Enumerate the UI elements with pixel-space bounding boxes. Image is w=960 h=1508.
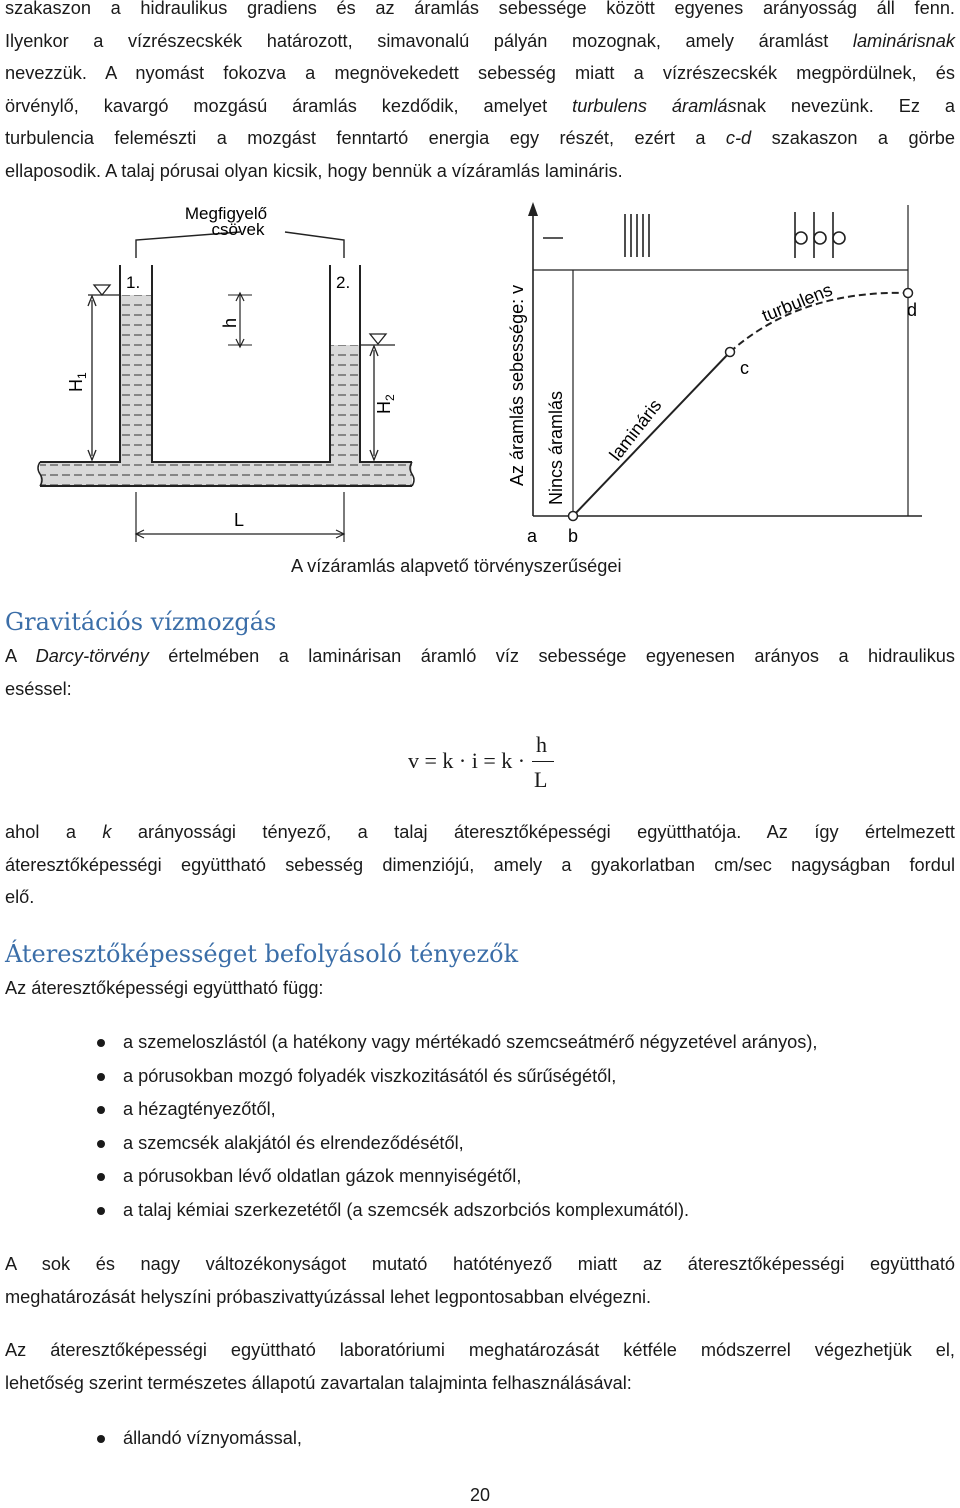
tube2-label: 2. (336, 273, 351, 292)
point-c (726, 348, 735, 357)
observer-label-2: csövek (211, 220, 265, 239)
label-a: a (527, 526, 538, 545)
term-cd: c-d (725, 128, 752, 149)
label-d: d (907, 300, 918, 320)
intro-line-4-text: örvénylő, kavargó mozgású áramlás kezdődik, amelyet (5, 95, 573, 116)
term-turbulent: turbulens áramlás (572, 95, 737, 116)
darcy-prefix: A (5, 646, 36, 666)
list-item: állandó víznyomással, (5, 1422, 955, 1456)
h-label: h (220, 317, 240, 328)
list-item: a pórusokban lévő oldatlan gázok mennyiségétől, (5, 1160, 955, 1194)
intro-line-5-end: szakaszon a görbe (751, 128, 955, 149)
k-line-2: áteresztőképességi együttható sebesség dimenziójú, amely a gyakorlatban cm/sec nagyságban fordul (5, 854, 955, 875)
formula-denominator: L (534, 767, 548, 792)
velocity-diagram (507, 202, 922, 545)
list-item: a talaj kémiai szerkezetétől (a szemcsék adszorbciós komplexumától). (5, 1194, 955, 1228)
list-item: a pórusokban mozgó folyadék viszkozitásától és sűrűségétől, (5, 1060, 955, 1094)
intro-line-5-text: turbulencia felemészti a mozgást fenntartó energia egy részét, ezért a (5, 128, 726, 149)
darcy-paragraph (5, 640, 955, 705)
term-laminar: laminárisnak (852, 30, 955, 51)
flow-figure (0, 195, 960, 545)
piezometer-diagram (38, 204, 414, 542)
page-number: 20 (469, 1485, 491, 1505)
laminar-symbol (625, 214, 649, 257)
y-axis-label: Az áramlás sebessége: v (507, 284, 527, 486)
point-b (569, 512, 578, 521)
pump-paragraph (5, 1248, 955, 1313)
darcy-formula (408, 732, 608, 796)
term-darcy: Darcy-törvény (35, 646, 149, 666)
turbulent-symbol (795, 212, 845, 258)
section-heading-gravity: Gravitációs vízmozgás (5, 608, 277, 636)
list-item: a szemeloszlástól (a hatékony vagy mértékadó szemcseátmérő négyzetével arányos), (5, 1026, 955, 1060)
H2-label: $H_2$ (374, 394, 397, 414)
pipe-water (40, 462, 412, 486)
point-d (904, 289, 913, 298)
darcy-line-2: eséssel: (5, 678, 72, 699)
term-k: k (102, 822, 112, 842)
intro-line-1: szakaszon a hidraulikus gradiens és az áramlás sebessége között egyenes arányosság áll fenn. (5, 0, 955, 18)
methods-list (5, 1422, 955, 1456)
section-heading-factors: Áteresztőképességet befolyásoló tényezők (5, 940, 519, 968)
k-line-1 (5, 816, 955, 849)
k-text: arányossági tényező, a talaj áteresztőképességi együtthatója. Az így értelmezett (111, 822, 955, 842)
intro-line-4-end: nak nevezünk. Ez a (736, 95, 956, 116)
no-flow-label: Nincs áramlás (546, 390, 566, 505)
laminar-label: lamináris (605, 395, 666, 465)
factors-list (5, 1026, 955, 1228)
lab-line-2: lehetőség szerint természetes állapotú zavartalan talajminta felhasználásával: (5, 1372, 632, 1393)
tube1-label: 1. (126, 273, 141, 292)
intro-line-6: ellaposodik. A talaj pórusai olyan kicsik, hogy bennük a vízáramlás lamináris. (5, 160, 623, 181)
observer-label-1: Megfigyelő (184, 204, 268, 223)
lab-paragraph (5, 1334, 955, 1399)
formula-fraction-bar (532, 761, 554, 762)
intro-line-2 (5, 25, 955, 58)
label-c: c (740, 358, 749, 378)
intro-line-3: nevezzük. A nyomást fokozva a megnövekedett sebesség miatt a vízrészecskék megpördülnek, és (5, 63, 955, 84)
L-label: L (234, 510, 245, 530)
pump-line-1: A sok és nagy változékonyságot mutató hatótényező miatt az áteresztőképességi együttható (5, 1254, 955, 1274)
lab-line-1: Az áteresztőképességi együttható laboratóriumi meghatározását kétféle módszerrel végezhetjük el, (5, 1340, 955, 1360)
intro-line-5 (5, 122, 955, 155)
formula-lhs: v = k · i = k · (408, 748, 526, 773)
formula-numerator: h (536, 732, 547, 757)
laminar-line (573, 352, 730, 516)
list-item: a szemcsék alakjától és elrendeződésétől, (5, 1127, 955, 1161)
turbulent-label: turbulens (759, 279, 836, 326)
pump-line-2: meghatározását helyszíni próbaszivattyúzással lehet legpontosabban elvégezni. (5, 1286, 652, 1307)
factors-lead: Az áteresztőképességi együttható függ: (5, 978, 324, 998)
figure-caption: A vízáramlás alapvető törvényszerűségei (291, 556, 622, 576)
label-b: b (568, 526, 579, 545)
intro-line-4 (5, 90, 955, 123)
list-item: a hézagtényezőtől, (5, 1093, 955, 1127)
H1-label: $H_1$ (66, 372, 89, 392)
intro-line-2-text: Ilyenkor a vízrészecskék határozott, simavonalú pályán mozognak, amely áramlást (5, 30, 853, 51)
intro-paragraph (5, 0, 955, 188)
k-line-3: elő. (5, 887, 35, 908)
surface-marker-2 (370, 334, 386, 344)
tube1-water (120, 295, 152, 462)
surface-marker-1 (94, 285, 110, 295)
darcy-line-1 (5, 640, 955, 673)
darcy-text: értelmében a laminárisan áramló víz sebessége egyenesen arányos a hidraulikus (148, 646, 955, 666)
k-prefix: ahol a (5, 822, 103, 842)
tube2-water (330, 345, 360, 462)
k-explanation (5, 816, 955, 914)
